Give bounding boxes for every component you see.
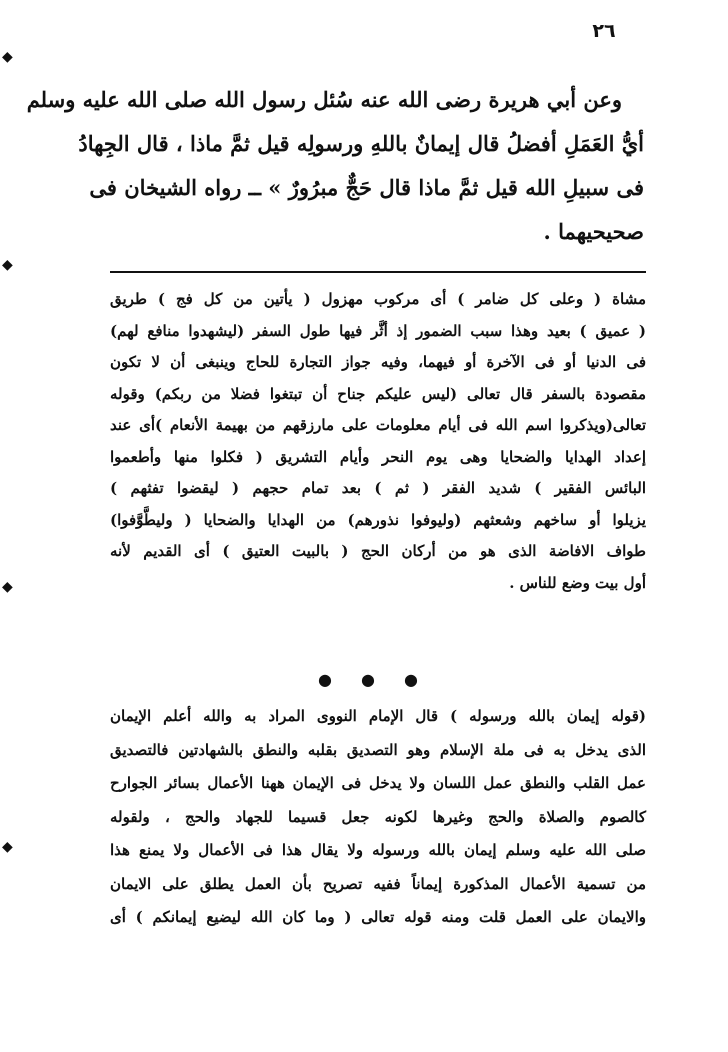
commentary-line: طواف الافاضة الذى هو من أركان الحج ( بالبيت العتيق ) أى القديم لأنه [110, 542, 646, 560]
binding-mark-icon: ◆ [2, 257, 13, 273]
notes-line: (قوله إيمان بالله ورسوله ) قال الإمام النووى المراد به والله أعلم الإيمان [110, 707, 646, 725]
hadith-line: وعن أبي هريرة رضى الله عنه سُئل رسول الله صلى الله عليه وسلم [26, 87, 622, 112]
notes-line: عمل القلب والنطق عمل اللسان ولا يدخل فى الإيمان ههنا الأعمال بسائر الجوارح [110, 774, 646, 792]
binding-mark-icon: ◆ [2, 579, 13, 595]
binding-mark-icon: ◆ [2, 49, 13, 65]
notes-line: الذى يدخل به فى ملة الإسلام وهو التصديق بقلبه والنطق بالشهادتين فالتصديق [110, 740, 646, 759]
commentary-line: مقصودة بالسفر قال تعالى (ليس عليكم جناح أن تبتغوا فضلا من ربكم) وقوله [110, 384, 646, 403]
section-separator [318, 670, 418, 690]
commentary-text [110, 284, 646, 599]
separator-dot-icon: ● [318, 670, 332, 689]
divider-rule [110, 271, 646, 273]
separator-dot-icon: ● [361, 670, 375, 689]
hadith-line: أيُّ العَمَلِ أفضلُ قال إيمانٌ باللهِ ورسولِه قيل ثمَّ ماذا ، قال الجِهادُ [78, 131, 644, 156]
page-number: ٢٦ [592, 20, 616, 42]
commentary-line: مشاة ( وعلى كل ضامر ) أى مركوب مهزول ( يأتين من كل فج ) طريق [110, 290, 646, 308]
commentary-line: أول بيت وضع للناس . [509, 573, 646, 592]
hadith-line: صحيحيهما . [543, 219, 644, 244]
commentary-line: إعداد الهدايا والضحايا وهى يوم النحر وأيام التشريق ( فكلوا منها وأطعموا [110, 447, 646, 466]
hadith-line: فى سبيلِ الله قيل ثمَّ ماذا قال حَجٌّ مبرُورٌ » ــ رواه الشيخان فى [89, 175, 644, 200]
notes-line: والايمان على العمل قلت ومنه قوله تعالى ( وما كان الله ليضيع إيمانكم ) أى [110, 908, 646, 926]
commentary-line: تعالى(ويذكروا اسم الله فى أيام معلومات على مارزقهم من بهيمة الأنعام )أى عند [110, 416, 646, 434]
notes-text [110, 700, 646, 935]
notes-line: صلى الله عليه وسلم إيمان بالله ورسوله ولا يقال هذا فى الأعمال ولا يمنع هذا [110, 841, 646, 859]
notes-line: كالصوم والصلاة والحج وغيرها لكونه جعل قسيما للجهاد والحج ، ولقوله [110, 807, 646, 826]
commentary-line: البائس الفقير ) شديد الفقر ( ثم ) بعد تمام حجهم ( ليقضوا تفثهم ) [110, 479, 646, 497]
notes-line: من تسمية الأعمال المذكورة إيماناً ففيه تصريح بأن العمل يطلق على الايمان [110, 874, 646, 893]
commentary-line: ( عميق ) بعيد وهذا سبب الضمور إذ أثَّر فيها طول السفر (ليشهدوا منافع لهم) [110, 321, 646, 340]
commentary-line: فى الدنيا أو فى الآخرة أو فيهما، وفيه جواز التجارة للحاج وينبغى أن لا تكون [110, 353, 646, 371]
binding-mark-icon: ◆ [2, 839, 13, 855]
hadith-text [26, 78, 644, 254]
commentary-line: يزيلوا أو ساخهم وشعثهم (وليوفوا نذورهم) من الهدايا والضحايا ( وليطَّوَّفوا) [110, 510, 646, 529]
separator-dot-icon: ● [404, 670, 418, 689]
